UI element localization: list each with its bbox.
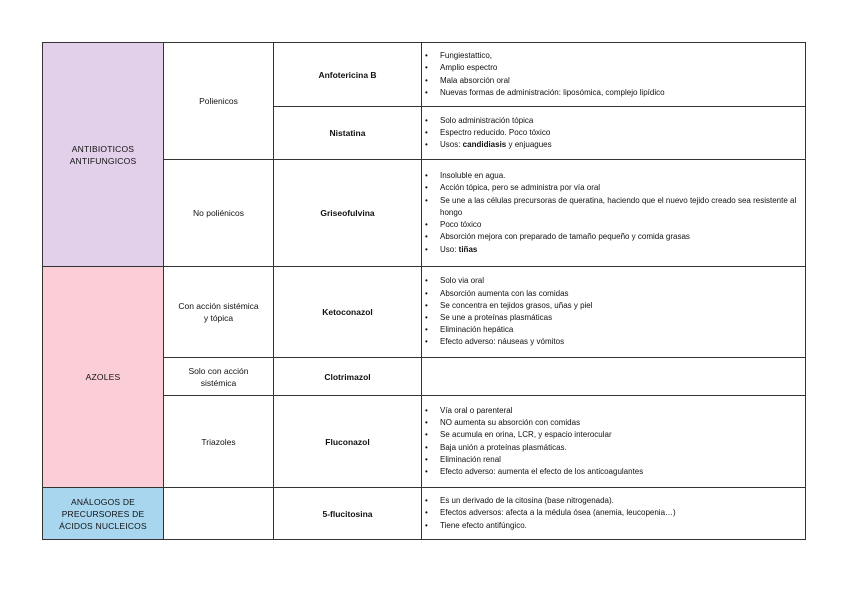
drug-name-clotrimazol: Clotrimazol — [274, 358, 422, 396]
list-item: • Poco tóxico — [422, 219, 805, 231]
subgroup-solo-sistemica — [164, 358, 274, 396]
drug-details-nistatina — [422, 107, 806, 160]
group-label-line: PRECURSORES DE — [61, 508, 145, 519]
uso-highlight: tiñas — [458, 244, 478, 254]
list-item: • Es un derivado de la citosina (base nitrogenada). — [422, 495, 805, 507]
list-item: • Solo via oral — [422, 275, 805, 287]
group-label-line: ANÁLOGOS DE — [70, 496, 136, 507]
uso-suffix: y enjuagues — [506, 140, 552, 150]
subgroup-no-polienicos: No poliénicos — [164, 160, 274, 267]
list-item: • Fungiestattico, — [422, 50, 805, 62]
drug-details-clotrimazol — [422, 358, 806, 396]
subgroup-label-line: y tópica — [203, 313, 234, 323]
list-item: • Solo administración tópica — [422, 115, 805, 127]
drug-name-nistatina: Nistatina — [274, 107, 422, 160]
list-item — [422, 244, 805, 256]
list-item: • Mala absorción oral — [422, 75, 805, 87]
drug-details-flucitosina — [422, 488, 806, 540]
list-item: • Se une a proteínas plasmáticas — [422, 312, 805, 324]
list-item: • Nuevas formas de administración: liposómica, complejo lipídico — [422, 87, 805, 99]
drug-details-fluconazol — [422, 396, 806, 488]
list-item: • Se acumula en orina, LCR, y espacio interocular — [422, 429, 805, 441]
table-row — [43, 43, 806, 107]
group-antibioticos-antifungicos — [43, 43, 164, 267]
list-item: • Se une a las células precursoras de queratina, haciendo que el nuevo tejido creado sea resistente al hongo — [422, 195, 805, 219]
list-item: • Insoluble en agua. — [422, 170, 805, 182]
subgroup-sistemica-topica — [164, 267, 274, 358]
list-item: • Tiene efecto antifúngico. — [422, 520, 805, 532]
drug-name-anfotericina: Anfotericina B — [274, 43, 422, 107]
list-item: • Absorción aumenta con las comidas — [422, 288, 805, 300]
list-item — [422, 139, 805, 151]
subgroup-label-line: Con acción sistémica — [178, 301, 259, 311]
drug-name-ketoconazol: Ketoconazol — [274, 267, 422, 358]
uso-prefix: Uso: — [440, 244, 459, 254]
list-item: • NO aumenta su absorción con comidas — [422, 417, 805, 429]
list-item: • Acción tópica, pero se administra por vía oral — [422, 182, 805, 194]
drug-details-ketoconazol — [422, 267, 806, 358]
subgroup-triazoles: Triazoles — [164, 396, 274, 488]
group-analogos-acidos-nucleicos — [43, 488, 164, 540]
list-item: • Eliminación renal — [422, 454, 805, 466]
drug-name-griseofulvina: Griseofulvina — [274, 160, 422, 267]
group-label-line: AZOLES — [85, 372, 121, 382]
group-label-line: ANTIFUNGICOS — [69, 155, 137, 166]
list-item: • Amplio espectro — [422, 62, 805, 74]
list-item: • Espectro reducido. Poco tóxico — [422, 127, 805, 139]
subgroup-label-line: sistémica — [200, 377, 237, 388]
uso-highlight: candidiasis — [462, 140, 507, 150]
group-azoles — [43, 267, 164, 488]
subgroup-label-line: Solo con acción — [188, 365, 249, 376]
drug-details-anfotericina — [422, 43, 806, 107]
drug-details-griseofulvina — [422, 160, 806, 267]
table-row — [43, 488, 806, 540]
list-item: • Eliminación hepática — [422, 324, 805, 336]
drug-name-fluconazol: Fluconazol — [274, 396, 422, 488]
list-item: • Baja unión a proteínas plasmáticas. — [422, 442, 805, 454]
list-item: • Efecto adverso: aumenta el efecto de los anticoagulantes — [422, 466, 805, 478]
list-item: • Vía oral o parenteral — [422, 405, 805, 417]
list-item: • Efecto adverso: náuseas y vómitos — [422, 336, 805, 348]
uso-prefix: Usos: — [440, 140, 463, 150]
list-item: • Se concentra en tejidos grasos, uñas y piel — [422, 300, 805, 312]
group-label-line: ANTIBIOTICOS — [71, 143, 135, 154]
drug-name-flucitosina: 5-flucitosina — [274, 488, 422, 540]
group-label-line: ÁCIDOS NUCLEICOS — [59, 520, 147, 531]
list-item: • Absorción mejora con preparado de tamaño pequeño y comida grasas — [422, 231, 805, 243]
subgroup-empty — [164, 488, 274, 540]
antifungal-drug-table — [42, 42, 806, 540]
list-item: • Efectos adversos: afecta a la médula ósea (anemia, leucopenia…) — [422, 507, 805, 519]
table-row — [43, 267, 806, 358]
subgroup-polienicos: Polienicos — [164, 43, 274, 160]
